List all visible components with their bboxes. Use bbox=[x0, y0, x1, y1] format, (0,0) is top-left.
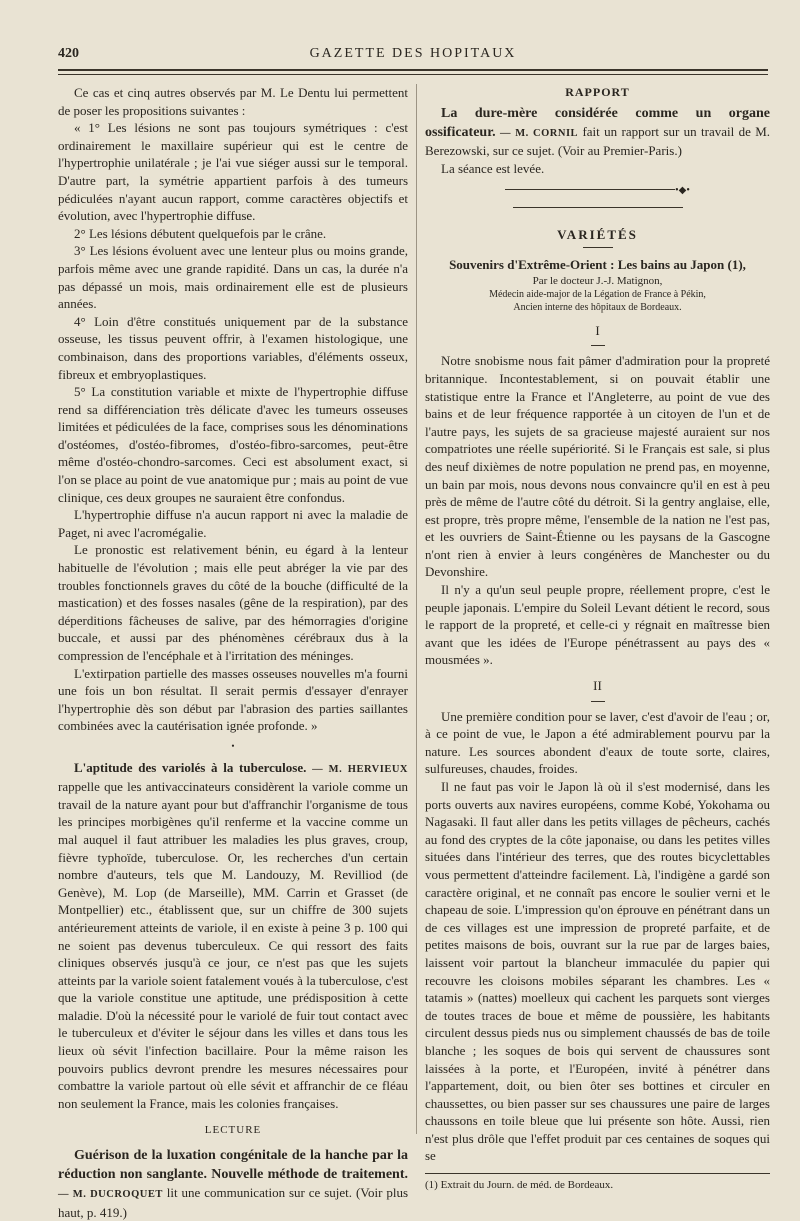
paragraph: 2° Les lésions débutent quelquefois par le crâne. bbox=[74, 225, 327, 241]
divider-line bbox=[513, 207, 683, 208]
heading-rule bbox=[583, 247, 613, 248]
article-luxation bbox=[58, 1146, 408, 1221]
paragraph: Il n'y a qu'un seul peuple propre, réellement propre, c'est le peuple japonais. L'empire du Soleil Levant détient le record, sous le rapport de la propreté, et celle-ci y régnait en maîtresse bien avant que les idées de l'Europe pénétrassent au pays des « mousmées ». bbox=[425, 582, 770, 668]
left-column bbox=[58, 84, 408, 1221]
header-rule-thin bbox=[58, 74, 768, 75]
ornament-divider bbox=[425, 182, 770, 217]
footnote-rule bbox=[425, 1173, 770, 1174]
seance-levee: La séance est levée. bbox=[441, 160, 545, 176]
paragraph: Le pronostic est relativement bénin, eu égard à la lenteur habituelle de l'évolution ; mais elle peut abréger la vie par des troubles fonctionnels graves du côté de la bouche (difficulté de la mastication) et des fosses nasales (gêne de la respiration), par des déperditions fâcheuses de salive, par des hémorragies d'origine buccale, et aussi par des phénomènes cérébraux dus à la compression de l'encéphale et à l'irritation des méninges. bbox=[58, 542, 408, 663]
article-affiliation: Ancien interne des hôpitaux de Bordeaux. bbox=[513, 301, 682, 313]
article-variole bbox=[58, 759, 408, 1113]
section-number: I bbox=[595, 322, 600, 338]
paragraph: L'extirpation partielle des masses osseuses nouvelles m'a fourni une fois un bon résultat. Il serait permis d'essayer d'enrayer l'hypertrophie dès son début par l'abrasion des parties saillantes combinées avec la cautérisation ignée profonde. » bbox=[58, 665, 408, 734]
right-column bbox=[425, 84, 770, 1192]
page-header bbox=[58, 44, 768, 68]
page-number: 420 bbox=[58, 46, 79, 61]
article-lead: La dure-mère considérée comme un organe ossificateur. bbox=[425, 105, 770, 140]
paragraph: L'hypertrophie diffuse n'a aucun rapport ni avec la maladie de Paget, ni avec l'acromégalie. bbox=[58, 507, 408, 540]
separator-star: • bbox=[231, 740, 235, 751]
lecture-heading: LECTURE bbox=[204, 1124, 262, 1137]
article-lead: Guérison de la luxation congénitale de la hanche par la réduction non sanglante. Nouvelle méthode de traitement. bbox=[58, 1148, 408, 1183]
paragraph: « 1° Les lésions ne sont pas toujours symétriques : c'est ordinairement le maxillaire supérieur qui est le centre de l'hypertrophie unilatérale ; je l'ai vue siéger aussi sur le temporal. D'autre part, la symétrie appartient parfois à des tumeurs pédiculées n'ayant aucun rapport, comme caractères objectifs et évolution, avec l'hypertrophie diffuse. bbox=[58, 120, 408, 224]
column-separator bbox=[416, 84, 417, 1134]
paragraph: Il ne faut pas voir le Japon là où il s'est modernisé, dans les ports ouverts aux navires européens, comme Kobé, Yokohama ou Nagasaki. Il faut aller dans les petits villages de pêcheurs, cachés au fond des cryptes de la côte japonaise, ou dans les petites villes situées dans l'intérieur des terres, que des routes bicyclettables vous permettent d'atteindre facilement. Là, l'indigène a gardé son caractère original, et ne connaît pas encore le soulier verni et le chapeau de soie. L'impression qu'on éprouve en pénétrant dans un de ces villages est une impression de propreté parfaite, et de petites maisons de bois, ouvrant sur la rue par de larges baies, laissent voir partout la blancheur immaculée du papier qui recouvre les cloisons mobiles séparant les chambres. Les « tatamis » (nattes) moelleux qui cachent les parquets sont vierges de toutes traces de boue et même de poussière, les habitants circulent dessus pieds nus ou simplement chaussés de bas de toile blanche ; les soques de bois qui servent de chaussures sont laissées à la porte, et l'Européen, invité à pénétrer dans l'appartement, doit, ou bien ôter ses bottines et circuler en chaussettes, ou bien passer sur ses chaussures une paire de larges chaussons en toile bleue que lui présente son hôte. Aussi, rien n'est plus drôle que l'effet produit par ces centaines de soques qui se bbox=[425, 779, 770, 1164]
paragraph: Ce cas et cinq autres observés par M. Le Dentu lui permettent de poser les propositions suivantes : bbox=[58, 85, 408, 118]
paragraph: 3° Les lésions évoluent avec une lenteur plus ou moins grande, parfois même avec une grande rapidité. Dans un cas, la durée n'a pas dépassé un mois, mais ordinairement elle est de plusieurs années. bbox=[58, 243, 408, 312]
article-affiliation: Médecin aide-major de la Légation de France à Pékin, bbox=[489, 288, 706, 300]
article-author: — M. CORNIL bbox=[500, 127, 579, 139]
article-body: rappelle que les antivaccinateurs considèrent la variole comme un travail de la nature ayant pour but d'affranchir l'organisme de tous les principes morbigènes qu'il renferme et la vaccine comme un mal auquel il faut attribuer les maladies les plus graves, croup, fièvre typhoïde, tuberculose. Or, les recherches d'un certain nombre d'auteurs, tels que M. Landouzy, M. Revilliod (de Genève), M. Lop (de Marseille), MM. Carrin et Grasset (de Montpellier) etc., établissent que, sur un chiffre de 300 sujets antérieurement atteints de variole, il en existe à peine 3 p. 100 qui ne soient pas devenus tuberculeux. Ce qui ressort des faits cliniques observés jusqu'à ce jour, ce n'est pas que les sujets atteints par la variole soient fatalement voués à la tuberculose, c'est que la variole constitue une aptitude, une prédisposition à cette maladie. D'où la nécessité pour le variolé de fuir tout contact avec le tuberculeux et d'éviter le séjour dans les villes et dans tous les lieux où sévit l'infection bacillaire. Pour la même raison les pouvoirs publics devront prendre les mesures nécessaires pour combattre la variole partout où elle sévit et affranchir de ce fléau non seulement la France, mais les colonies françaises. bbox=[58, 779, 408, 1111]
paragraph: Notre snobisme nous fait pâmer d'admiration pour la propreté britannique. Incontestablement, si on pouvait établir une statistique entre la France et l'Angleterre, au point de vue des bains et de leur fréquence rapportée à un citoyen de l'un et de l'autre pays, les sujets de sa gracieuse majesté auraient sur nos compatriotes une réelle supériorité. Si le Français est sale, si plus des neuf dixièmes de notre population ne prend pas, en moyenne, un bain par mois, nous devons nous convaincre qu'il en est à peu près de même de l'autre côté du détroit. Si la gentry anglaise, elle, est propre, très propre même, l'ensemble de la nation ne l'est pas, et les ouvriers de Saint-Étienne ou les paysans de la Gascogne n'ont rien à envier à leurs congénères de Manchester ou du Devonshire. bbox=[425, 353, 770, 580]
footnote: (1) Extrait du Journ. de méd. de Bordeaux. bbox=[425, 1179, 614, 1192]
section-rule bbox=[591, 701, 605, 702]
article-title: Souvenirs d'Extrême-Orient : Les bains au Japon (1), bbox=[449, 257, 746, 273]
rapport-heading: RAPPORT bbox=[565, 85, 630, 99]
divider-line bbox=[505, 189, 675, 190]
varietes-heading: VARIÉTÉS bbox=[557, 226, 638, 242]
article-body: fait un rapport sur un travail de M. Berezowski, sur ce sujet. (Voir au Premier-Paris.) bbox=[425, 123, 771, 159]
article-dure-mere bbox=[425, 104, 770, 160]
article-lead: L'aptitude des variolés à la tuberculose. bbox=[74, 759, 307, 775]
article-author: — M. HERVIEUX bbox=[312, 763, 409, 775]
divider-mark: •◆• bbox=[675, 185, 690, 197]
paragraph: Une première condition pour se laver, c'est d'avoir de l'eau ; or, à ce point de vue, le Japon a été admirablement pourvu par la nature. Les sources abondent d'eaux de toute sorte, claires, sulfureuses, chaudes, froides. bbox=[425, 708, 770, 777]
section-rule bbox=[591, 345, 605, 346]
article-body: lit une communication sur ce sujet. (Voir plus haut, p. 419.) bbox=[58, 1185, 409, 1220]
article-author: — M. DUCROQUET bbox=[58, 1189, 163, 1201]
journal-title: GAZETTE DES HOPITAUX bbox=[309, 46, 517, 61]
paragraph: 4° Loin d'être constitués uniquement par de la substance osseuse, les tissus peuvent offrir, à l'examen histologique, une combinaison, dans des proportions variables, d'éléments osseux, fibreux et embryoplastiques. bbox=[58, 313, 408, 382]
header-rule bbox=[58, 69, 768, 71]
section-number: II bbox=[593, 678, 602, 694]
paragraph: 5° La constitution variable et mixte de l'hypertrophie diffuse rend sa différenciation très délicate d'avec les tumeurs osseuses limitées et pédiculées de la face, comprises sous les dénominations d'ostéomes, d'ostéo-fibromes, d'ostéo-fibro-sarcomes, peut-être même d'ostéo-chondro-sarcomes. Ceci est absolument exact, si l'on se place au point de vue anatomique pur ; mais au point de vue clinique, ces deux groupes ne sauraient être confondus. bbox=[58, 384, 408, 505]
article-byline: Par le docteur J.-J. Matignon, bbox=[532, 274, 663, 287]
